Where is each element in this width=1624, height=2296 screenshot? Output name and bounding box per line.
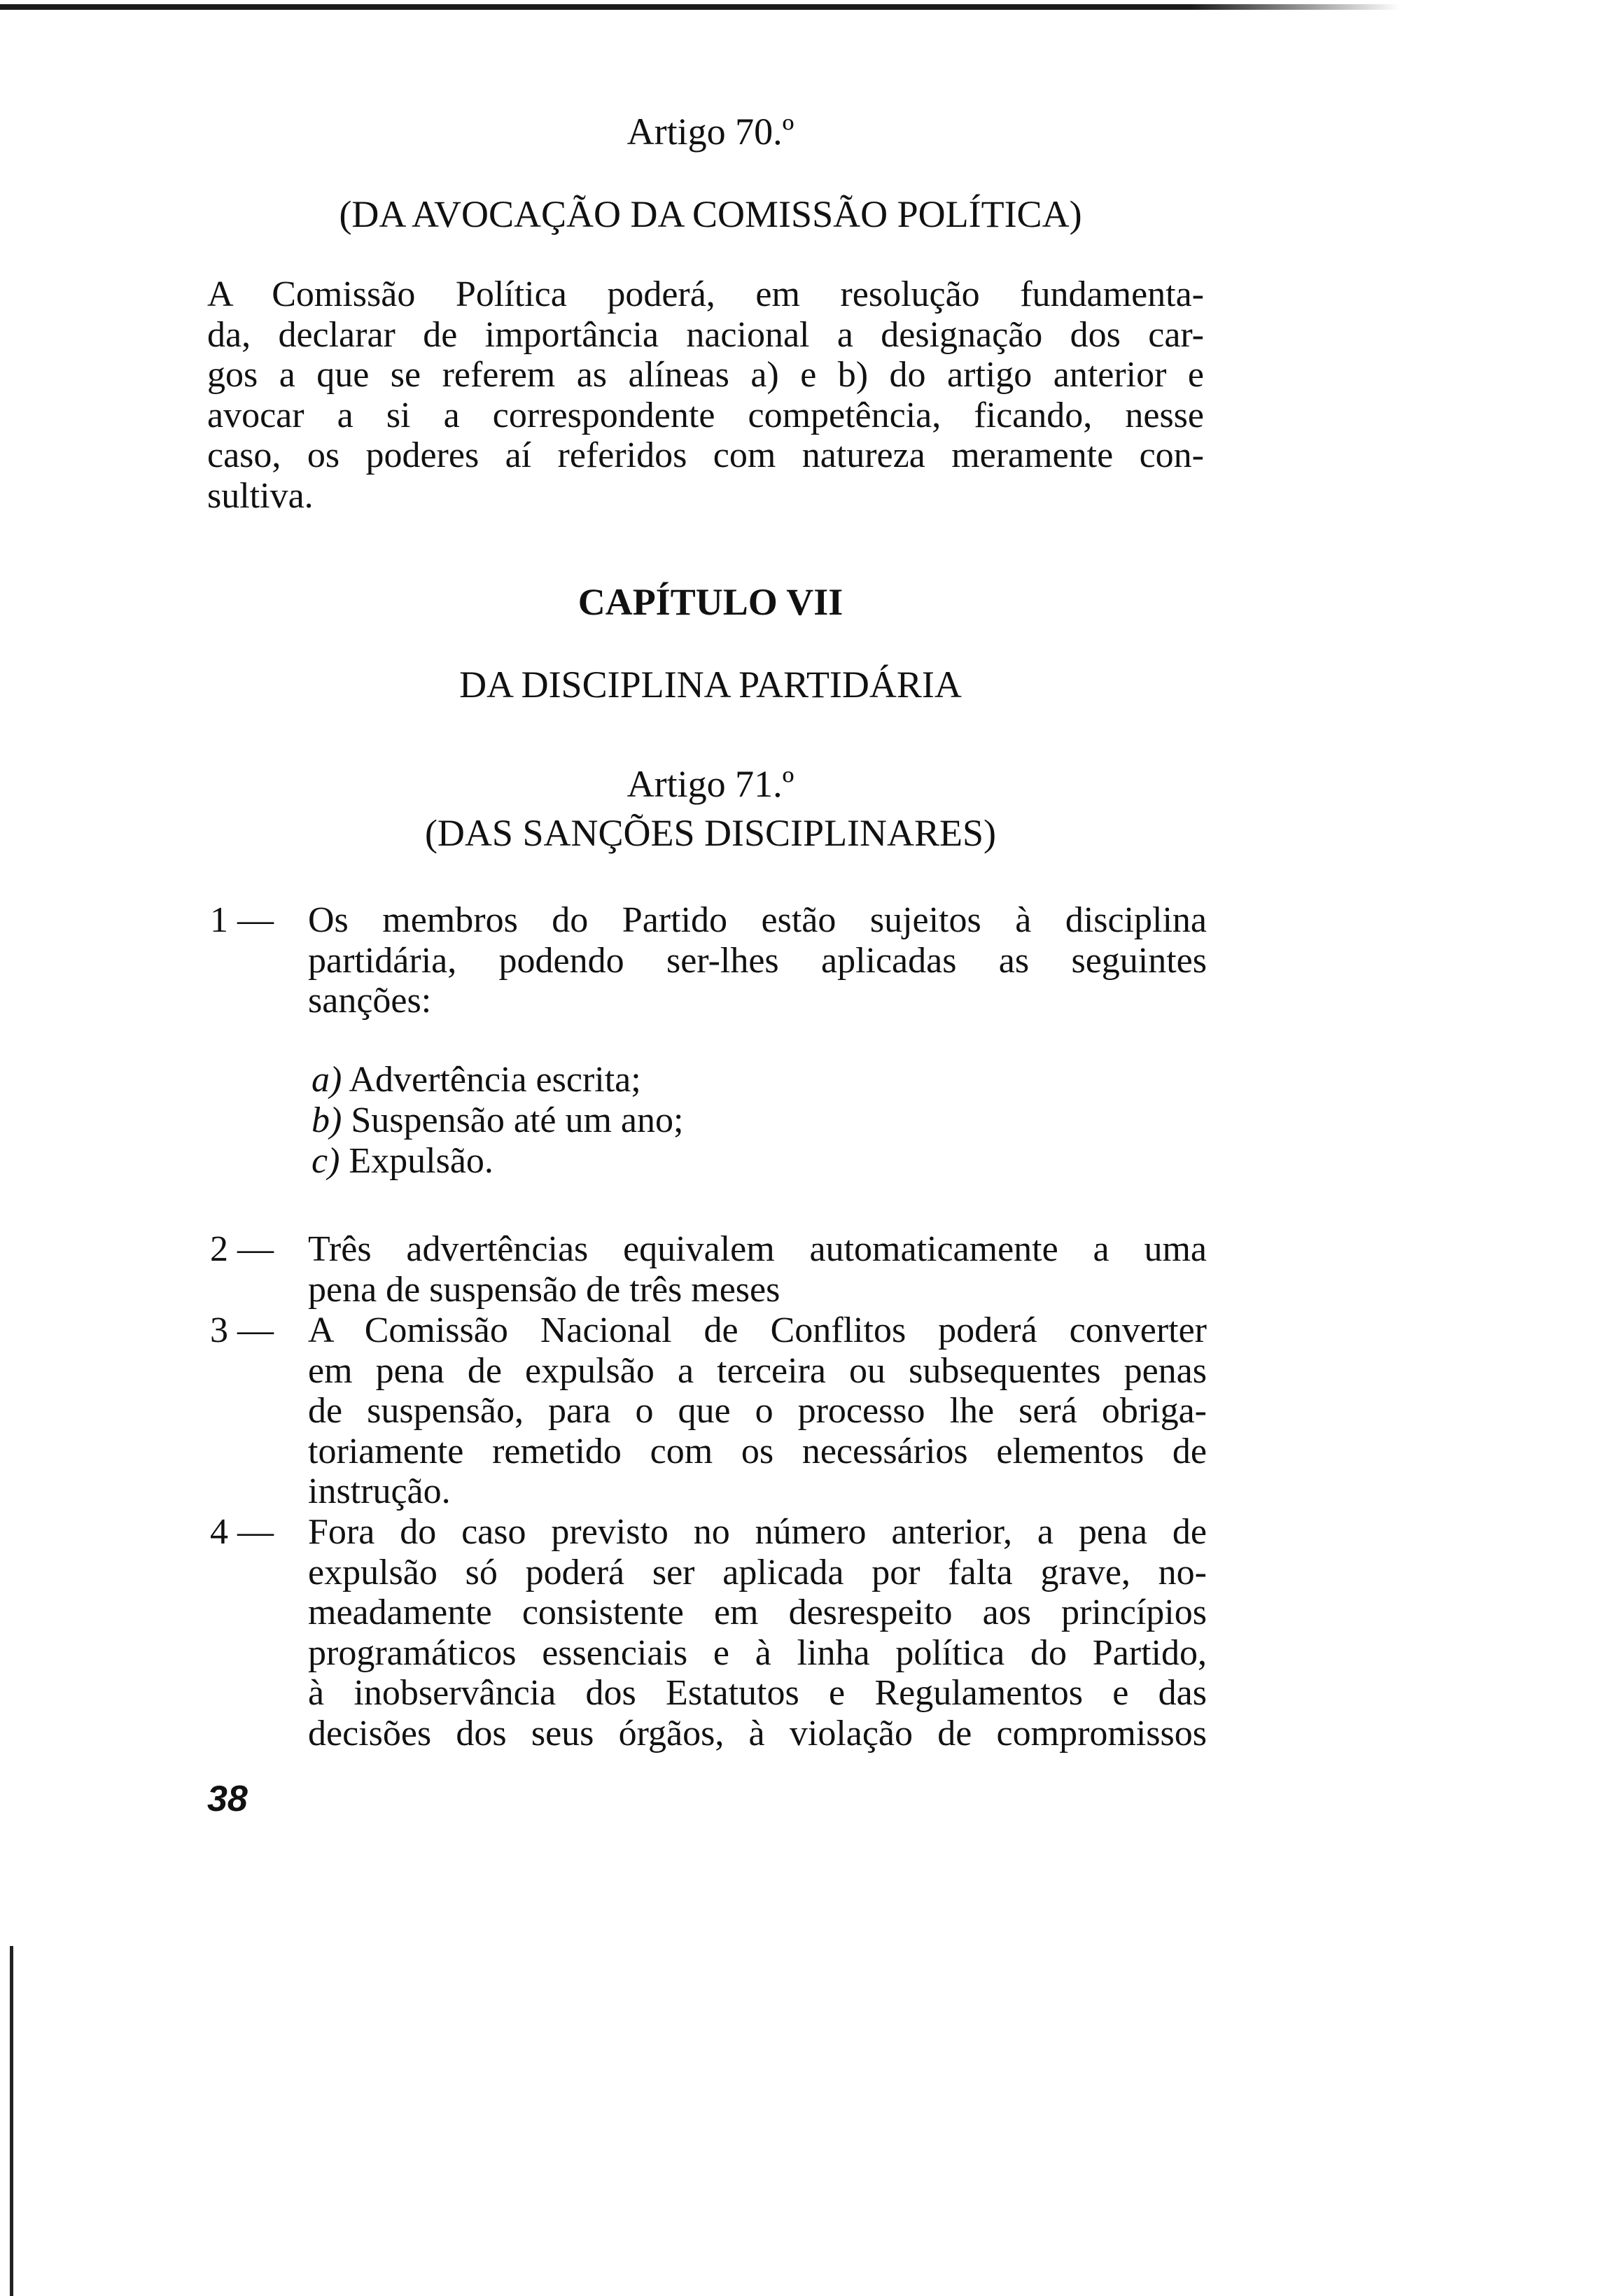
sanction-text: Expulsão. xyxy=(349,1141,493,1181)
sanction-letter: b) xyxy=(312,1100,342,1140)
item-line: sanções: xyxy=(308,981,432,1021)
sanction-letter: c) xyxy=(312,1141,340,1181)
paragraph-line: sultiva. xyxy=(207,475,314,516)
sanction-item-a xyxy=(312,1060,641,1100)
sanction-letter: a) xyxy=(312,1060,342,1100)
article-71-subtitle: (DAS SANÇÕES DISCIPLINARES) xyxy=(424,812,997,854)
item-line: A Comissão Nacional de Conflitos poderá converter xyxy=(308,1310,1207,1350)
item-number: 2 — xyxy=(210,1229,274,1269)
item-body xyxy=(308,1229,1207,1310)
paragraph-line: A Comissão Política poderá, em resolução fundamenta- xyxy=(207,274,1204,314)
item-line: Fora do caso previsto no número anterior, a pena de xyxy=(308,1512,1207,1552)
scan-left-edge-mark xyxy=(10,1946,13,2296)
article-71-title: Artigo 71.º xyxy=(626,763,794,805)
item-line: toriamente remetido com os necessários elementos de xyxy=(308,1431,1207,1471)
top-edge-rule xyxy=(0,4,1400,10)
item-line: instrução. xyxy=(308,1471,451,1511)
item-line: em pena de expulsão a terceira ou subsequentes penas xyxy=(308,1350,1207,1391)
item-body xyxy=(308,900,1207,1021)
item-line: meadamente consistente em desrespeito aos princípios xyxy=(308,1592,1207,1632)
chapter-subtitle: DA DISCIPLINA PARTIDÁRIA xyxy=(459,664,962,706)
item-line: programáticos essenciais e à linha política do Partido, xyxy=(308,1632,1207,1673)
article-70-paragraph xyxy=(207,274,1204,516)
item-number: 1 — xyxy=(210,900,274,940)
sanction-item-c xyxy=(312,1141,493,1182)
paragraph-line: gos a que se referem as alíneas a) e b) do artigo anterior e xyxy=(207,355,1204,395)
item-line: à inobservância dos Estatutos e Regulamentos e das xyxy=(308,1673,1207,1713)
item-body xyxy=(308,1310,1207,1512)
sanction-item-b xyxy=(312,1100,683,1141)
paragraph-line: avocar a si a correspondente competência, ficando, nesse xyxy=(207,395,1204,435)
item-line: decisões dos seus órgãos, à violação de compromissos xyxy=(308,1713,1207,1754)
item-number: 3 — xyxy=(210,1310,274,1350)
page-number: 38 xyxy=(207,1779,248,1819)
item-body xyxy=(308,1512,1207,1754)
item-line: pena de suspensão de três meses xyxy=(308,1269,780,1310)
item-line: de suspensão, para o que o processo lhe será obriga- xyxy=(308,1391,1207,1431)
paragraph-line: da, declarar de importância nacional a designação dos car- xyxy=(207,314,1204,355)
article-70-title: Artigo 70.º xyxy=(626,111,794,153)
sanction-text: Suspensão até um ano; xyxy=(351,1100,684,1140)
item-line: expulsão só poderá ser aplicada por falta grave, no- xyxy=(308,1552,1207,1592)
item-number: 4 — xyxy=(210,1512,274,1552)
chapter-title: CAPÍTULO VII xyxy=(578,581,844,623)
item-line: Três advertências equivalem automaticamente a uma xyxy=(308,1229,1207,1269)
item-line: Os membros do Partido estão sujeitos à disciplina xyxy=(308,900,1207,940)
paragraph-line: caso, os poderes aí referidos com natureza meramente con- xyxy=(207,435,1204,475)
item-line: partidária, podendo ser-lhes aplicadas as seguintes xyxy=(308,940,1207,981)
sanction-text: Advertência escrita; xyxy=(349,1060,641,1100)
article-70-subtitle: (DA AVOCAÇÃO DA COMISSÃO POLÍTICA) xyxy=(339,193,1082,235)
